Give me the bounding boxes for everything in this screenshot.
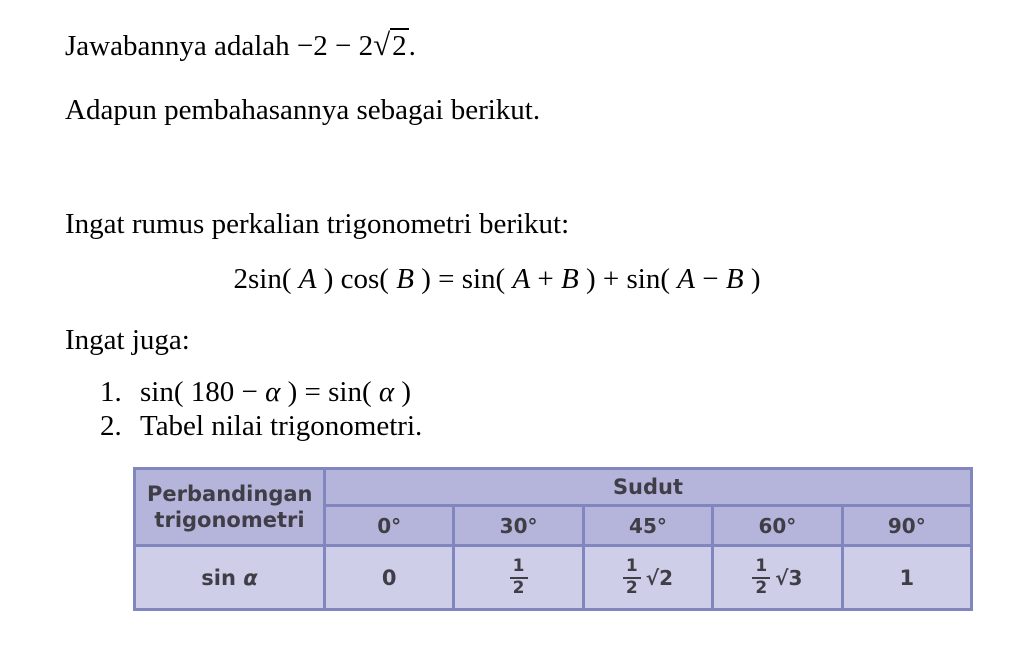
answer-line: [65, 27, 416, 64]
fraction-numerator: 1: [755, 555, 768, 576]
degree-header-cell: 60°: [713, 506, 842, 546]
value-cell-60deg: [713, 546, 842, 610]
formula-var-B: B: [396, 263, 414, 295]
alpha-symbol: α: [243, 565, 258, 590]
alpha-symbol: α: [265, 376, 281, 408]
fraction: [510, 555, 528, 598]
trig-values-table: [133, 467, 973, 611]
answer-prefix: Jawabannya adalah −2 − 2: [65, 30, 374, 62]
fraction-numerator: 1: [625, 555, 638, 576]
fraction-denominator: 2: [623, 577, 641, 598]
fraction: [752, 555, 770, 598]
fraction-denominator: 2: [752, 577, 770, 598]
formula-segment: +: [530, 263, 562, 295]
fraction-numerator: 1: [512, 555, 525, 576]
list-number: 2.: [100, 410, 122, 442]
formula-var-B: B: [725, 263, 744, 295]
answer-suffix: .: [408, 30, 416, 62]
list-text: Tabel nilai trigonometri.: [140, 410, 423, 442]
sqrt-icon: √: [373, 27, 391, 62]
formula-var-B: B: [561, 263, 579, 295]
identity-segment: ) = sin(: [280, 376, 379, 408]
value-text: 0: [381, 565, 397, 590]
formula-intro-line: Ingat rumus perkalian trigonometri berikut:: [65, 208, 570, 240]
reminder-line: Ingat juga:: [65, 324, 190, 356]
identity-segment: ): [394, 376, 412, 408]
sin-row-label-cell: [135, 546, 325, 610]
list-number: 1.: [100, 376, 122, 408]
formula-segment: ): [743, 263, 761, 295]
radical-suffix: √3: [775, 565, 803, 590]
corner-header-cell: [135, 469, 325, 546]
corner-header-text: Perbandingan trigonometri: [147, 481, 313, 532]
formula-var-A: A: [677, 263, 695, 295]
value-cell-45deg: [583, 546, 712, 610]
formula-segment: ) cos(: [316, 263, 397, 295]
formula-var-A: A: [298, 263, 317, 295]
value-text: 1: [899, 565, 915, 590]
value-cell-30deg: [454, 546, 583, 610]
formula-segment: ) + sin(: [578, 263, 678, 295]
sqrt-radicand: 2: [392, 30, 407, 62]
alpha-symbol: α: [378, 376, 395, 408]
formula-segment: −: [694, 263, 726, 295]
fraction-denominator: 2: [510, 577, 528, 598]
radical-suffix: √2: [645, 565, 674, 590]
formula-segment: ) = sin(: [413, 263, 513, 295]
degree-header-cell: 45°: [583, 506, 712, 546]
product-formula: [0, 263, 1009, 296]
formula-var-A: A: [512, 263, 531, 295]
identity-segment: sin( 180 −: [140, 376, 266, 408]
degree-header-cell: 90°: [842, 506, 971, 546]
value-cell-0deg: [325, 546, 454, 610]
degree-header-cell: 0°: [325, 506, 454, 546]
degree-header-cell: 30°: [454, 506, 583, 546]
fraction: [623, 555, 641, 598]
sin-label: sin: [201, 565, 244, 590]
formula-segment: 2sin(: [233, 263, 299, 295]
sudut-header-cell: Sudut: [325, 469, 972, 506]
value-cell-90deg: [842, 546, 971, 610]
discussion-line: Adapun pembahasannya sebagai berikut.: [65, 94, 541, 126]
